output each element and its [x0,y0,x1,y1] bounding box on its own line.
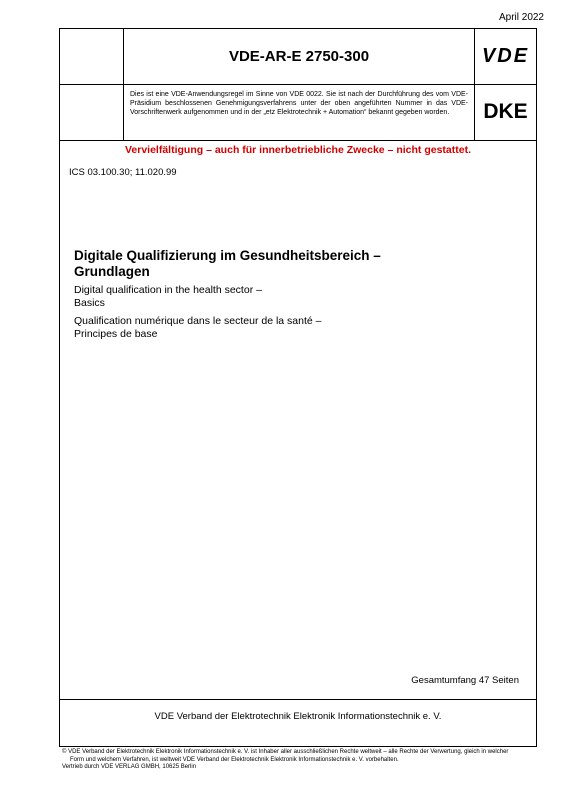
title-english [74,284,262,309]
cover-frame [59,28,537,747]
title-english-line2: Basics [74,296,105,309]
approval-notice: Dies ist eine VDE-Anwendungsregel im Sinne von VDE 0022. Sie ist nach der Durchführung des vom VDE-Präsidium beschlossenen Genehmigungsverfahrens unter der oben angeführten Nummer in das VDE-Vorschriftenwerk aufgenommen und in der „etz Elektrotechnik + Automation“ bekannt gegeben worden. [130,91,468,116]
copyright-line2: Form und welchem Verfahren, ist weltweit VDE Verband der Elektrotechnik Elektronik Informationstechnik e. V. vorbehalten. [70,756,399,763]
bottom-divider [60,699,536,700]
reproduction-notice: Vervielfältigung – auch für innerbetriebliche Zwecke – nicht gestattet. [124,144,471,156]
copyright-line1: © VDE Verband der Elektrotechnik Elektronik Informationstechnik e. V. ist Inhaber aller ausschließlichen Rechte weltweit – alle Rechte der Verwertung, gleich in welcher [62,749,509,755]
title-german-line2: Grundlagen [74,264,150,279]
title-french-line1: Qualification numérique dans le secteur de la santé – [74,315,322,327]
title-french [74,315,321,340]
document-number: VDE-AR-E 2750-300 [228,48,370,65]
ics-codes: ICS 03.100.30; 11.020.99 [69,167,177,178]
vde-logo: VDE [481,45,530,67]
distribution-line: Vertrieb durch VDE VERLAG GMBH, 10625 Berlin [62,764,197,770]
total-pages: Gesamtumfang 47 Seiten [411,675,519,686]
header-divider [60,84,536,85]
copyright-footer [62,749,532,772]
publisher-name: VDE Verband der Elektrotechnik Elektronik Informationstechnik e. V. [154,711,442,722]
title-english-line1: Digital qualification in the health sector – [74,284,262,296]
dke-logo: DKE [483,100,528,123]
publication-date: April 2022 [498,12,544,23]
notice-divider [60,140,536,141]
title-french-line2: Principes de base [74,327,158,340]
title-german [74,248,381,280]
title-german-line1: Digitale Qualifizierung im Gesundheitsbereich – [74,248,381,263]
